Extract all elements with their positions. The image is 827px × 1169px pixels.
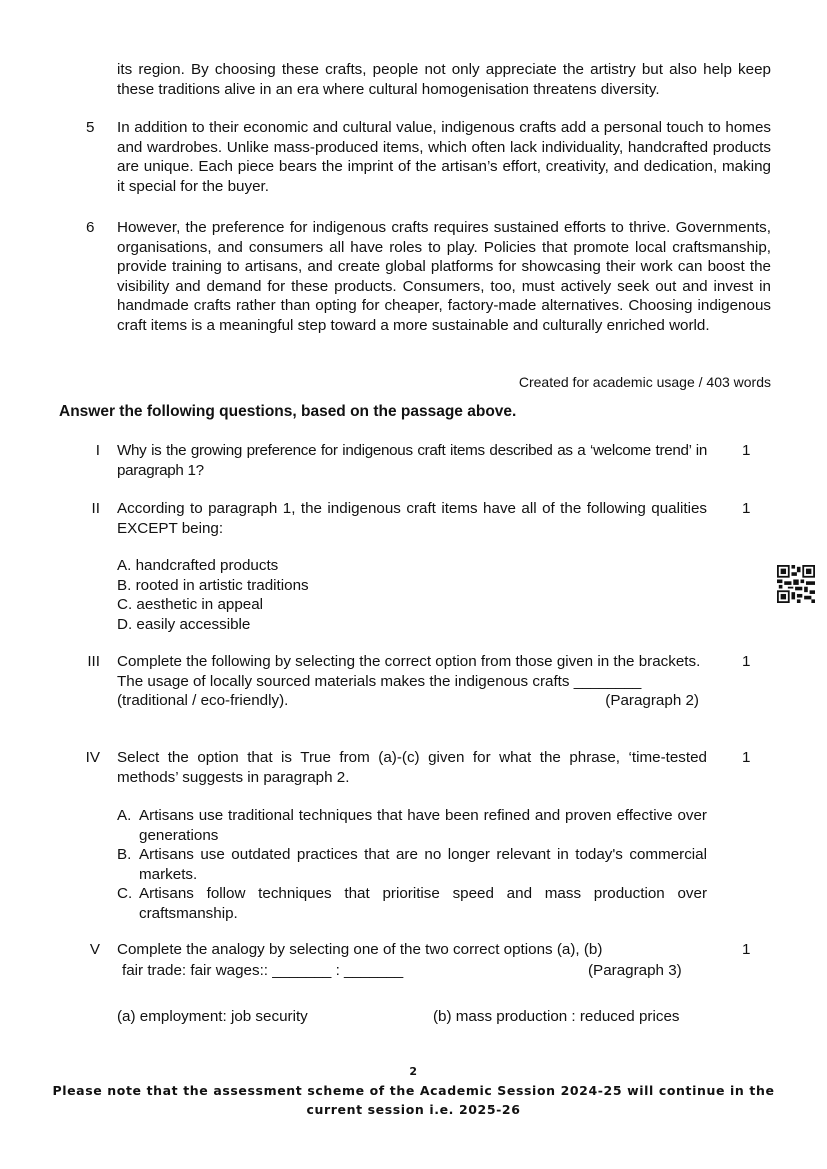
paragraph-number: 5 <box>86 119 95 136</box>
paragraph-reference: (Paragraph 2) <box>605 692 699 710</box>
analogy: fair trade: fair wages:: _______ : _______ <box>122 962 404 979</box>
option-b <box>117 845 707 884</box>
question-3-choices: (traditional / eco-friendly). <box>117 692 289 710</box>
option-c <box>117 884 707 923</box>
option-letter: C. <box>117 885 133 903</box>
question-number: II <box>91 500 100 517</box>
marks: 1 <box>742 653 751 670</box>
question-4-options <box>117 806 707 924</box>
marks: 1 <box>742 500 751 517</box>
option-c: C. aesthetic in appeal <box>117 596 264 614</box>
question-5: Complete the analogy by selecting one of the two correct options (a), (b) <box>117 941 603 958</box>
option-letter: B. <box>117 846 132 864</box>
paragraph-reference: (Paragraph 3) <box>588 962 682 979</box>
option-a: A. handcrafted products <box>117 557 279 574</box>
footer-note-line-1: Please note that the assessment scheme of the Academic Session 2024-25 will continue in the <box>52 1083 775 1098</box>
question-number: III <box>87 653 100 670</box>
option-a: (a) employment: job security <box>117 1008 308 1025</box>
question-2: According to paragraph 1, the indigenous craft items have all of the following qualities EXCEPT being: <box>117 500 707 537</box>
question-4: Select the option that is True from (a)-(c) given for what the phrase, ‘time-tested methods’ suggests in paragraph 2. <box>117 749 707 786</box>
page-number: 2 <box>409 1065 418 1078</box>
marks: 1 <box>742 749 751 766</box>
option-letter: A. <box>117 807 132 824</box>
question-3-prompt: Complete the following by selecting the correct option from those given in the brackets. <box>117 653 701 670</box>
paragraph-5: In addition to their economic and cultural value, indigenous crafts add a personal touch to homes and wardrobes. Unlike mass-produced items, which often lack individuality, handcrafted products are unique. Each piece bears the imprint of the artisan’s effort, creativity, and dedication, making it special for the buyer. <box>117 119 771 195</box>
marks: 1 <box>742 941 751 958</box>
question-2-options <box>117 556 707 634</box>
qr-code-icon <box>777 565 815 603</box>
option-b: B. rooted in artistic traditions <box>117 576 309 594</box>
question-number: IV <box>85 749 100 766</box>
paragraph-6: However, the preference for indigenous crafts requires sustained efforts to thrive. Governments, organisations, and consumers all have roles to play. Policies that promote local craftsmanship, provide training to artisans, and create global platforms for showcasing their work can boost the visibility and demand for these products. Consumers, too, must actively seek out and invest in handmade crafts rather than opting for cheaper, factory-made alternatives. Choosing indigenous craft items is a meaningful step toward a more sustainable and culturally enriched world. <box>117 219 771 334</box>
question-1: Why is the growing preference for indigenous craft items described as a ‘welcome trend’ in paragraph 1? <box>117 442 707 479</box>
option-d: D. easily accessible <box>117 615 251 633</box>
question-3-brackets <box>117 691 707 711</box>
footer-note-line-2: current session i.e. 2025-26 <box>306 1102 521 1117</box>
question-number: I <box>95 442 100 459</box>
question-number: V <box>89 941 100 958</box>
word-count-credit: Created for academic usage / 403 words <box>518 374 771 390</box>
marks: 1 <box>742 442 751 459</box>
option-text: Artisans use traditional techniques that have been refined and proven effective over generations <box>139 807 707 844</box>
option-b: (b) mass production : reduced prices <box>433 1008 680 1025</box>
option-text: Artisans follow techniques that prioritise speed and mass production over craftsmanship. <box>139 885 707 922</box>
question-3-sentence: The usage of locally sourced materials makes the indigenous crafts ________ <box>117 672 642 690</box>
paragraph-4-tail: its region. By choosing these crafts, people not only appreciate the artistry but also help keep these traditions alive in an era where cultural homogenisation threatens diversity. <box>117 61 771 98</box>
option-a <box>117 806 707 845</box>
questions-heading: Answer the following questions, based on the passage above. <box>59 403 517 420</box>
question-3 <box>117 652 707 711</box>
option-text: Artisans use outdated practices that are no longer relevant in today's commercial markets. <box>139 846 707 883</box>
paragraph-number: 6 <box>86 219 95 236</box>
